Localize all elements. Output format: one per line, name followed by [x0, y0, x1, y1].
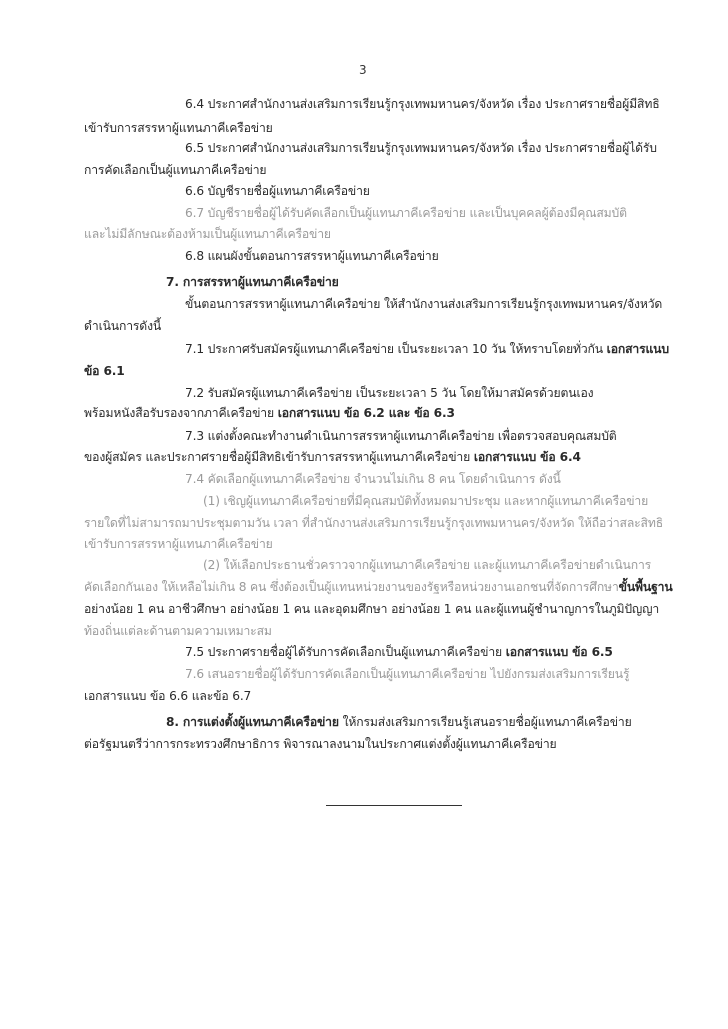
- section-8-text: ให้กรมส่งเสริมการเรียนรู้เสนอรายชื่อผู้แทนภาคีเครือข่าย: [338, 715, 632, 729]
- item-7-4-1-line-1: (1) เชิญผู้แทนภาคีเครือข่ายที่มีคุณสมบัติทั้งหมดมาประชุม และหากผู้แทนภาคีเครือข่าย: [203, 494, 649, 508]
- item-6-5-line-1: 6.5 ประกาศสำนักงานส่งเสริมการเรียนรู้กรุงเทพมหานคร/จังหวัด เรื่อง ประกาศรายชื่อผู้ได้รับ: [185, 141, 657, 155]
- item-7-1-line-1: [185, 341, 669, 357]
- item-7-1-attachment: เอกสารแนบ: [606, 342, 669, 356]
- item-7-6-line-2: เอกสารแนบ ข้อ 6.6 และข้อ 6.7: [84, 689, 252, 703]
- item-6-7-line-1: 6.7 บัญชีรายชื่อผู้ได้รับคัดเลือกเป็นผู้แทนภาคีเครือข่าย และเป็นบุคคลผู้ต้องมีคุณสมบัติ: [185, 206, 627, 220]
- end-rule: [326, 805, 462, 806]
- item-7-4-2-text: คัดเลือกกันเอง ให้เหลือไม่เกิน 8 คน ซึ่งต้องเป็นผู้แทนหน่วยงานของรัฐหรือหน่วยงานเอกชนที่จัดการศึกษา: [84, 580, 619, 594]
- item-7-4-2-line-2: [84, 579, 673, 595]
- item-7-2-text: พร้อมหนังสือรับรองจากภาคีเครือข่าย: [84, 406, 278, 420]
- section-7-heading: 7. การสรรหาผู้แทนภาคีเครือข่าย: [166, 275, 339, 289]
- item-7-4: 7.4 คัดเลือกผู้แทนภาคีเครือข่าย จำนวนไม่เกิน 8 คน โดยดำเนินการ ดังนี้: [185, 472, 561, 486]
- item-7-2-line-2: [84, 405, 455, 421]
- item-7-2-attachment: เอกสารแนบ ข้อ 6.2 และ ข้อ 6.3: [277, 406, 455, 420]
- item-7-5-text: 7.5 ประกาศรายชื่อผู้ได้รับการคัดเลือกเป็นผู้แทนภาคีเครือข่าย: [185, 645, 506, 659]
- item-7-3-text: ของผู้สมัคร และประกาศรายชื่อผู้มีสิทธิเข้ารับการสรรหาผู้แทนภาคีเครือข่าย: [84, 450, 474, 464]
- item-6-4-line-2: เข้ารับการสรรหาผู้แทนภาคีเครือข่าย: [84, 121, 273, 135]
- section-8-line-1: [166, 714, 632, 730]
- item-6-4-line-1: 6.4 ประกาศสำนักงานส่งเสริมการเรียนรู้กรุงเทพมหานคร/จังหวัด เรื่อง ประกาศรายชื่อผู้มีสิทธิ: [185, 97, 660, 111]
- item-7-3-attachment: เอกสารแนบ ข้อ 6.4: [473, 450, 581, 464]
- item-7-5-attachment: เอกสารแนบ ข้อ 6.5: [505, 645, 613, 659]
- section-8-heading: 8. การแต่งตั้งผู้แทนภาคีเครือข่าย: [166, 715, 339, 729]
- item-7-3-line-2: [84, 449, 581, 465]
- item-7-4-2-line-1: (2) ให้เลือกประธานชั่วคราวจากผู้แทนภาคีเครือข่าย และผู้แทนภาคีเครือข่ายดำเนินการ: [203, 558, 652, 572]
- item-7-4-1-line-3: เข้ารับการสรรหาผู้แทนภาคีเครือข่าย: [84, 537, 273, 551]
- item-7-4-2-basic-level: ขั้นพื้นฐาน: [618, 580, 673, 594]
- item-7-5: [185, 644, 613, 660]
- item-7-3-line-1: 7.3 แต่งตั้งคณะทำงานดำเนินการสรรหาผู้แทนภาคีเครือข่าย เพื่อตรวจสอบคุณสมบัติ: [185, 429, 617, 443]
- item-7-6-line-1: 7.6 เสนอรายชื่อผู้ได้รับการคัดเลือกเป็นผู้แทนภาคีเครือข่าย ไปยังกรมส่งเสริมการเรียนรู้: [185, 667, 630, 681]
- item-7-1-line-2: ข้อ 6.1: [84, 364, 125, 378]
- page-number: 3: [359, 63, 367, 77]
- item-6-7-line-2: และไม่มีลักษณะต้องห้ามเป็นผู้แทนภาคีเครือข่าย: [84, 227, 331, 241]
- item-6-6: 6.6 บัญชีรายชื่อผู้แทนภาคีเครือข่าย: [185, 184, 370, 198]
- section-8-line-2: ต่อรัฐมนตรีว่าการกระทรวงศึกษาธิการ พิจารณาลงนามในประกาศแต่งตั้งผู้แทนภาคีเครือข่าย: [84, 737, 557, 751]
- item-7-4-2-line-4: ท้องถิ่นแต่ละด้านตามความเหมาะสม: [84, 624, 272, 638]
- item-7-4-2-line-3: อย่างน้อย 1 คน อาชีวศึกษา อย่างน้อย 1 คน และอุดมศึกษา อย่างน้อย 1 คน และผู้แทนผู้ชำนาญการในภูมิปัญญา: [84, 602, 660, 616]
- section-7-intro-line-2: ดำเนินการดังนี้: [84, 319, 162, 333]
- section-7-intro-line-1: ขั้นตอนการสรรหาผู้แทนภาคีเครือข่าย ให้สำนักงานส่งเสริมการเรียนรู้กรุงเทพมหานคร/จังหวัด: [185, 297, 663, 311]
- item-6-8: 6.8 แผนผังขั้นตอนการสรรหาผู้แทนภาคีเครือข่าย: [185, 249, 439, 263]
- item-7-4-1-line-2: รายใดที่ไม่สามารถมาประชุมตามวัน เวลา ที่สำนักงานส่งเสริมการเรียนรู้กรุงเทพมหานคร/จังหวัด ให้ถือว่าสละสิทธิ: [84, 516, 664, 530]
- item-6-5-line-2: การคัดเลือกเป็นผู้แทนภาคีเครือข่าย: [84, 163, 267, 177]
- item-7-2-line-1: 7.2 รับสมัครผู้แทนภาคีเครือข่าย เป็นระยะเวลา 5 วัน โดยให้มาสมัครด้วยตนเอง: [185, 386, 594, 400]
- item-7-1-text: 7.1 ประกาศรับสมัครผู้แทนภาคีเครือข่าย เป็นระยะเวลา 10 วัน ให้ทราบโดยทั่วกัน: [185, 342, 607, 356]
